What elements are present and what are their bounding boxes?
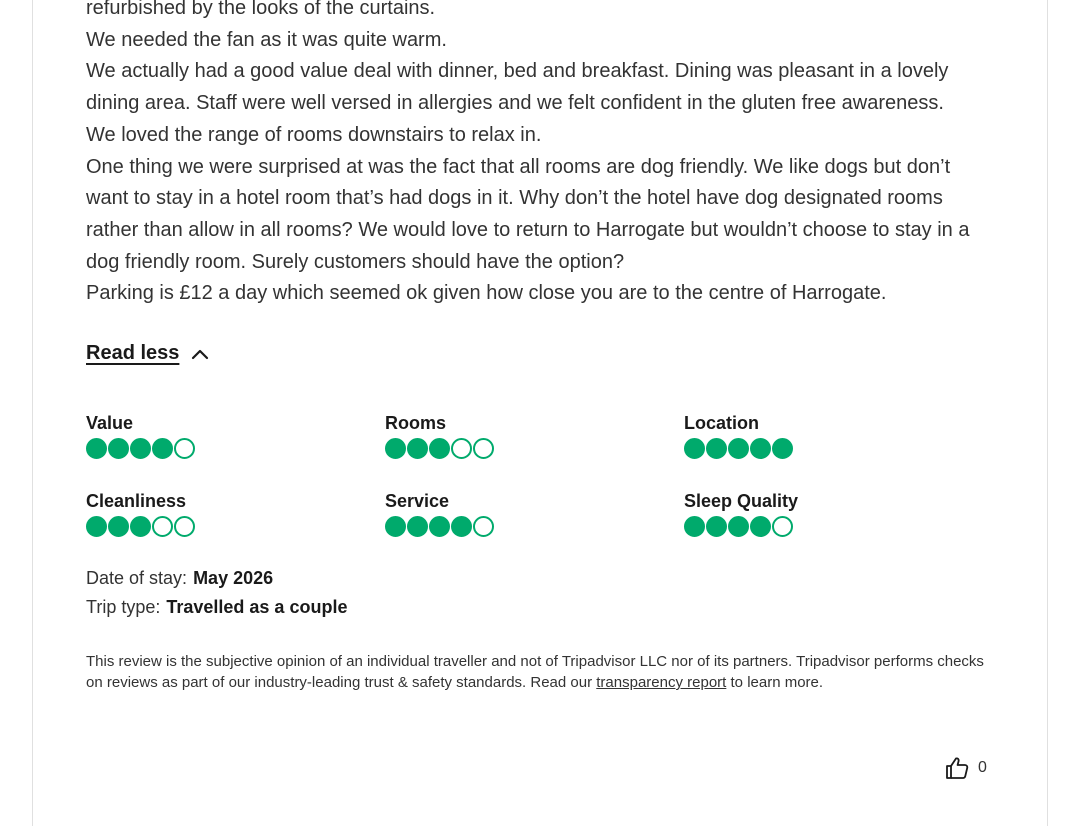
rating-bubble-filled [684,516,705,537]
review-paragraph: refurbished by the looks of the curtains. [86,0,436,19]
rating-bubble-filled [108,438,129,459]
rating-bubble-empty [473,516,494,537]
rating-bubble-filled [108,516,129,537]
review-paragraph: One thing we were surprised at was the fact that all rooms are dog friendly. We like dogs but don’t want to stay in a hotel room that’s had dogs in it. Why don’t the hotel have dog designated rooms rather than allow in all rooms? We would love to return to Harrogate but wouldn’t choose to stay in a dog friendly room. Surely customers should have the option? [86,155,970,273]
date-of-stay-label: Date of stay: [86,568,188,588]
rating-bubble-filled [407,516,428,537]
rating-bubble-empty [152,516,173,537]
rating-bubble-filled [86,516,107,537]
rating-bubble-empty [174,516,195,537]
trip-type-label: Trip type: [86,597,161,617]
date-of-stay-value: May 2026 [193,568,274,588]
rating-bubble-filled [130,516,151,537]
rating-bubble-filled [86,438,107,459]
rating-bubbles [385,516,645,540]
disclaimer-text: This review is the subjective opinion of an individual traveller and not of Tripadvisor LLC nor of its partners. Tripadvisor performs checks on reviews as part of our industry-leading trust & safety standards. Read our [86,653,984,691]
rating-bubble-filled [706,516,727,537]
rating-bubble-filled [750,516,771,537]
rating-bubble-filled [152,438,173,459]
rating-label: Location [684,413,759,433]
rating-bubble-empty [174,438,195,459]
disclaimer-text-end: to learn more. [726,674,824,691]
rating-label: Value [86,413,134,433]
rating-bubble-filled [451,516,472,537]
rating-bubbles [86,438,346,462]
rating-bubble-filled [728,438,749,459]
rating-sleep-quality [684,490,944,540]
read-less-label: Read less [86,342,180,364]
rating-label: Sleep Quality [684,491,799,511]
read-less-button[interactable] [86,342,209,365]
rating-bubble-filled [385,438,406,459]
review-paragraph: Parking is £12 a day which seemed ok given how close you are to the centre of Harrogate. [86,282,887,305]
rating-label: Rooms [385,413,447,433]
helpful-vote-button[interactable] [944,756,987,780]
transparency-report-link[interactable]: transparency report [596,674,727,691]
review-paragraph: We loved the range of rooms downstairs to relax in. [86,123,542,146]
rating-bubbles [684,516,944,540]
rating-bubble-filled [429,438,450,459]
rating-label: Service [385,491,450,511]
helpful-count: 0 [978,759,987,776]
rating-bubbles [86,516,346,540]
rating-label: Cleanliness [86,491,187,511]
rating-bubbles [385,438,645,462]
rating-location [684,412,944,462]
review-disclaimer [86,651,986,693]
rating-bubble-empty [473,438,494,459]
rating-bubble-filled [130,438,151,459]
date-of-stay [86,568,273,589]
rating-bubble-filled [706,438,727,459]
rating-bubble-filled [728,516,749,537]
rating-rooms [385,412,645,462]
review-body [86,0,986,310]
thumbs-up-icon [944,756,970,780]
chevron-up-icon [191,348,209,360]
trip-type [86,597,347,618]
review-paragraph: We actually had a good value deal with dinner, bed and breakfast. Dining was pleasant in a lovely dining area. Staff were well versed in allergies and we felt confident in the gluten free awareness. [86,60,949,115]
rating-bubble-filled [684,438,705,459]
rating-bubble-empty [451,438,472,459]
rating-bubble-empty [772,516,793,537]
rating-service [385,490,645,540]
rating-bubble-filled [385,516,406,537]
review-paragraph: We needed the fan as it was quite warm. [86,28,447,51]
rating-bubble-filled [429,516,450,537]
rating-bubble-filled [407,438,428,459]
rating-bubble-filled [750,438,771,459]
rating-value [86,412,346,462]
rating-cleanliness [86,490,346,540]
rating-bubble-filled [772,438,793,459]
rating-bubbles [684,438,944,462]
trip-type-value: Travelled as a couple [166,597,348,617]
